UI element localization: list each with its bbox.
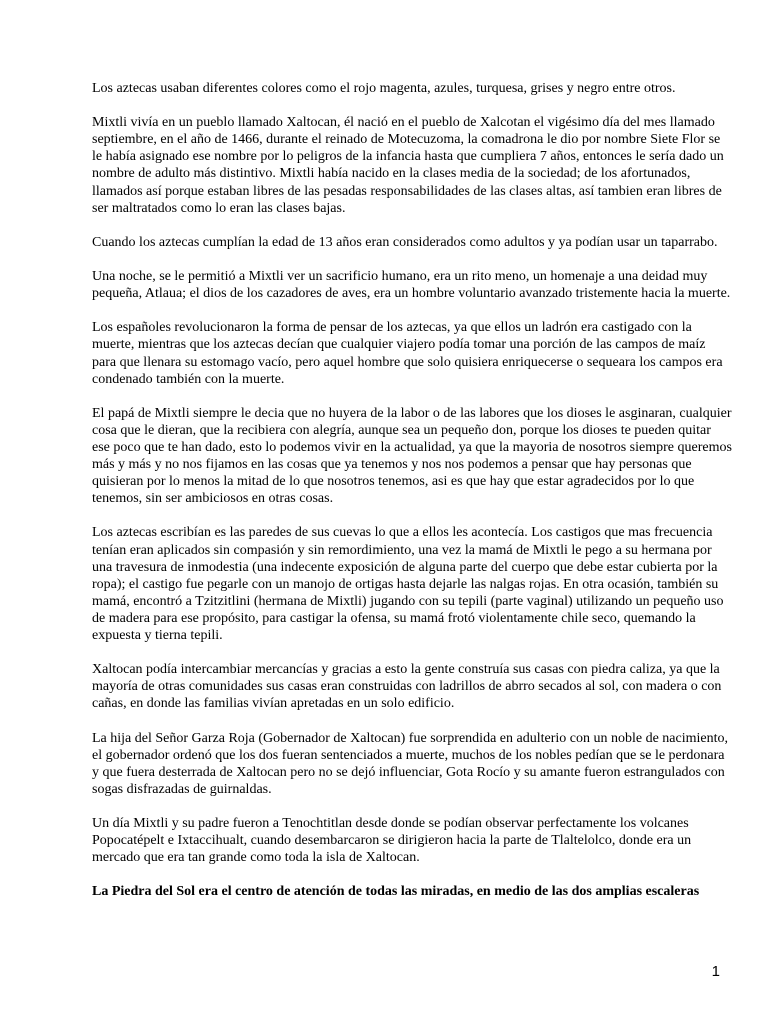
paragraph-garza-roja: La hija del Señor Garza Roja (Gobernador de Xaltocan) fue sorprendida en adulterio con un noble de nacimiento, el gobernador ordenó que los dos fueran sentenciados a muerte, muchos de los nobles pedían que se le perdonara y que fuera desterrada de Xaltocan pero no se dejó influenciar, Gota Rocío y su amante fueron estrangulados con sogas disfrazadas de guirnaldas. (92, 730, 728, 797)
document-body (92, 80, 732, 918)
paragraph-xaltocan-casas: Xaltocan podía intercambiar mercancías y gracias a esto la gente construía sus casas con piedra caliza, ya que la mayoría de otras comunidades sus casas eran construidas con ladrillos de abrro secados al sol, con madera o con cañas, en donde las familias vivían apretadas en un solo edificio. (92, 662, 722, 712)
paragraph-tenochtitlan: Un día Mixtli y su padre fueron a Tenochtitlan desde donde se podían observar perfectamente los volcanes Popocatépelt e Ixtaccihualt, cuando desembarcaron se dirigieron hacia la parte de Tlaltelolco, donde era un mercado que era tan grande como toda la isla de Xaltocan. (92, 816, 692, 866)
paragraph-piedra-del-sol: La Piedra del Sol era el centro de atención de todas las miradas, en medio de las dos amplias escaleras (92, 884, 700, 900)
paragraph-sacrificio: Una noche, se le permitió a Mixtli ver un sacrificio humano, era un rito meno, un homenaje a una deidad muy pequeña, Atlaua; el dios de los cazadores de aves, era un hombre voluntario avanzado tristemente hacia la muerte. (92, 269, 731, 302)
paragraph-papa-mixtli: El papá de Mixtli siempre le decia que no huyera de la labor o de las labores que los dioses le asginaran, cualquier cosa que le dieran, que la recibiera con alegría, aunque sea un pequeño don, porque los dioses te pueden quitar ese poco que te han dado, esto lo podemos vivir en la actualidad, ya que la mayoria de nosotros siempre queremos más y más y no nos fijamos en las cosas que ya tenemos y nos nos podemos a pensar que hay personas que quisieran por lo menos la mitad de lo que nosotros tenemos, asi es que hay que estar agradecidos por lo que tenemos, sin ser ambiciosos en otras cosas. (92, 405, 732, 507)
page-number: 1 (711, 963, 720, 980)
paragraph-castigos: Los aztecas escribían es las paredes de sus cuevas lo que a ellos les acontecía. Los castigos que mas frecuencia tenían eran aplicados sin compasión y sin remordimiento, una vez la mamá de Mixtli le pego a su hermana por una travesura de inmodestia (una indecente exposición de alguna parte del cuerpo que debe estar cubierta por la ropa); el castigo fue pegarle con un manojo de ortigas hasta dejarle las nalgas rojas. En otra ocasión, también su mamá, encontró a Tzitzitlini (hermana de Mixtli) jugando con su tepili (parte vaginal) utilizando un pequeño uso de madera para ese propósito, para castigar la ofensa, su mamá frotó violentamente chile seco, quemando la expuesta y tierna tepili. (92, 525, 724, 643)
paragraph-adultos: Cuando los aztecas cumplían la edad de 13 años eran considerados como adultos y ya podían usar un taparrabo. (92, 234, 718, 250)
paragraph-mixtli-nacimiento: Mixtli vivía en un pueblo llamado Xaltocan, él nació en el pueblo de Xalcotan el vigésimo día del mes llamado septiembre, en el año de 1466, durante el reinado de Motecuzoma, la comadrona le dio por nombre Siete Flor se le había asignado ese nombre por lo peligros de la infancia hasta que cumpliera 7 años, entonces le sería dado un nombre de adulto más distintivo. Mixtli había nacido en la clases media de la sociedad; de los afortunados, llamados así porque estaban libres de las pesadas responsabilidades de las clases altas, así tambien eran libres de ser maltratados como lo eran las clases bajas. (92, 115, 724, 216)
paragraph-colores: Los aztecas usaban diferentes colores como el rojo magenta, azules, turquesa, grises y negro entre otros. (92, 81, 676, 96)
paragraph-espanoles: Los españoles revolucionaron la forma de pensar de los aztecas, ya que ellos un ladrón era castigado con la muerte, mientras que los aztecas decían que cualquier viajero podía tomar una porción de las campos de maíz para que llenara su estomago vacío, pero aquel hombre que solo quisiera enriquecerse o sequeara los campos era condenado también con la muerte. (92, 320, 723, 387)
